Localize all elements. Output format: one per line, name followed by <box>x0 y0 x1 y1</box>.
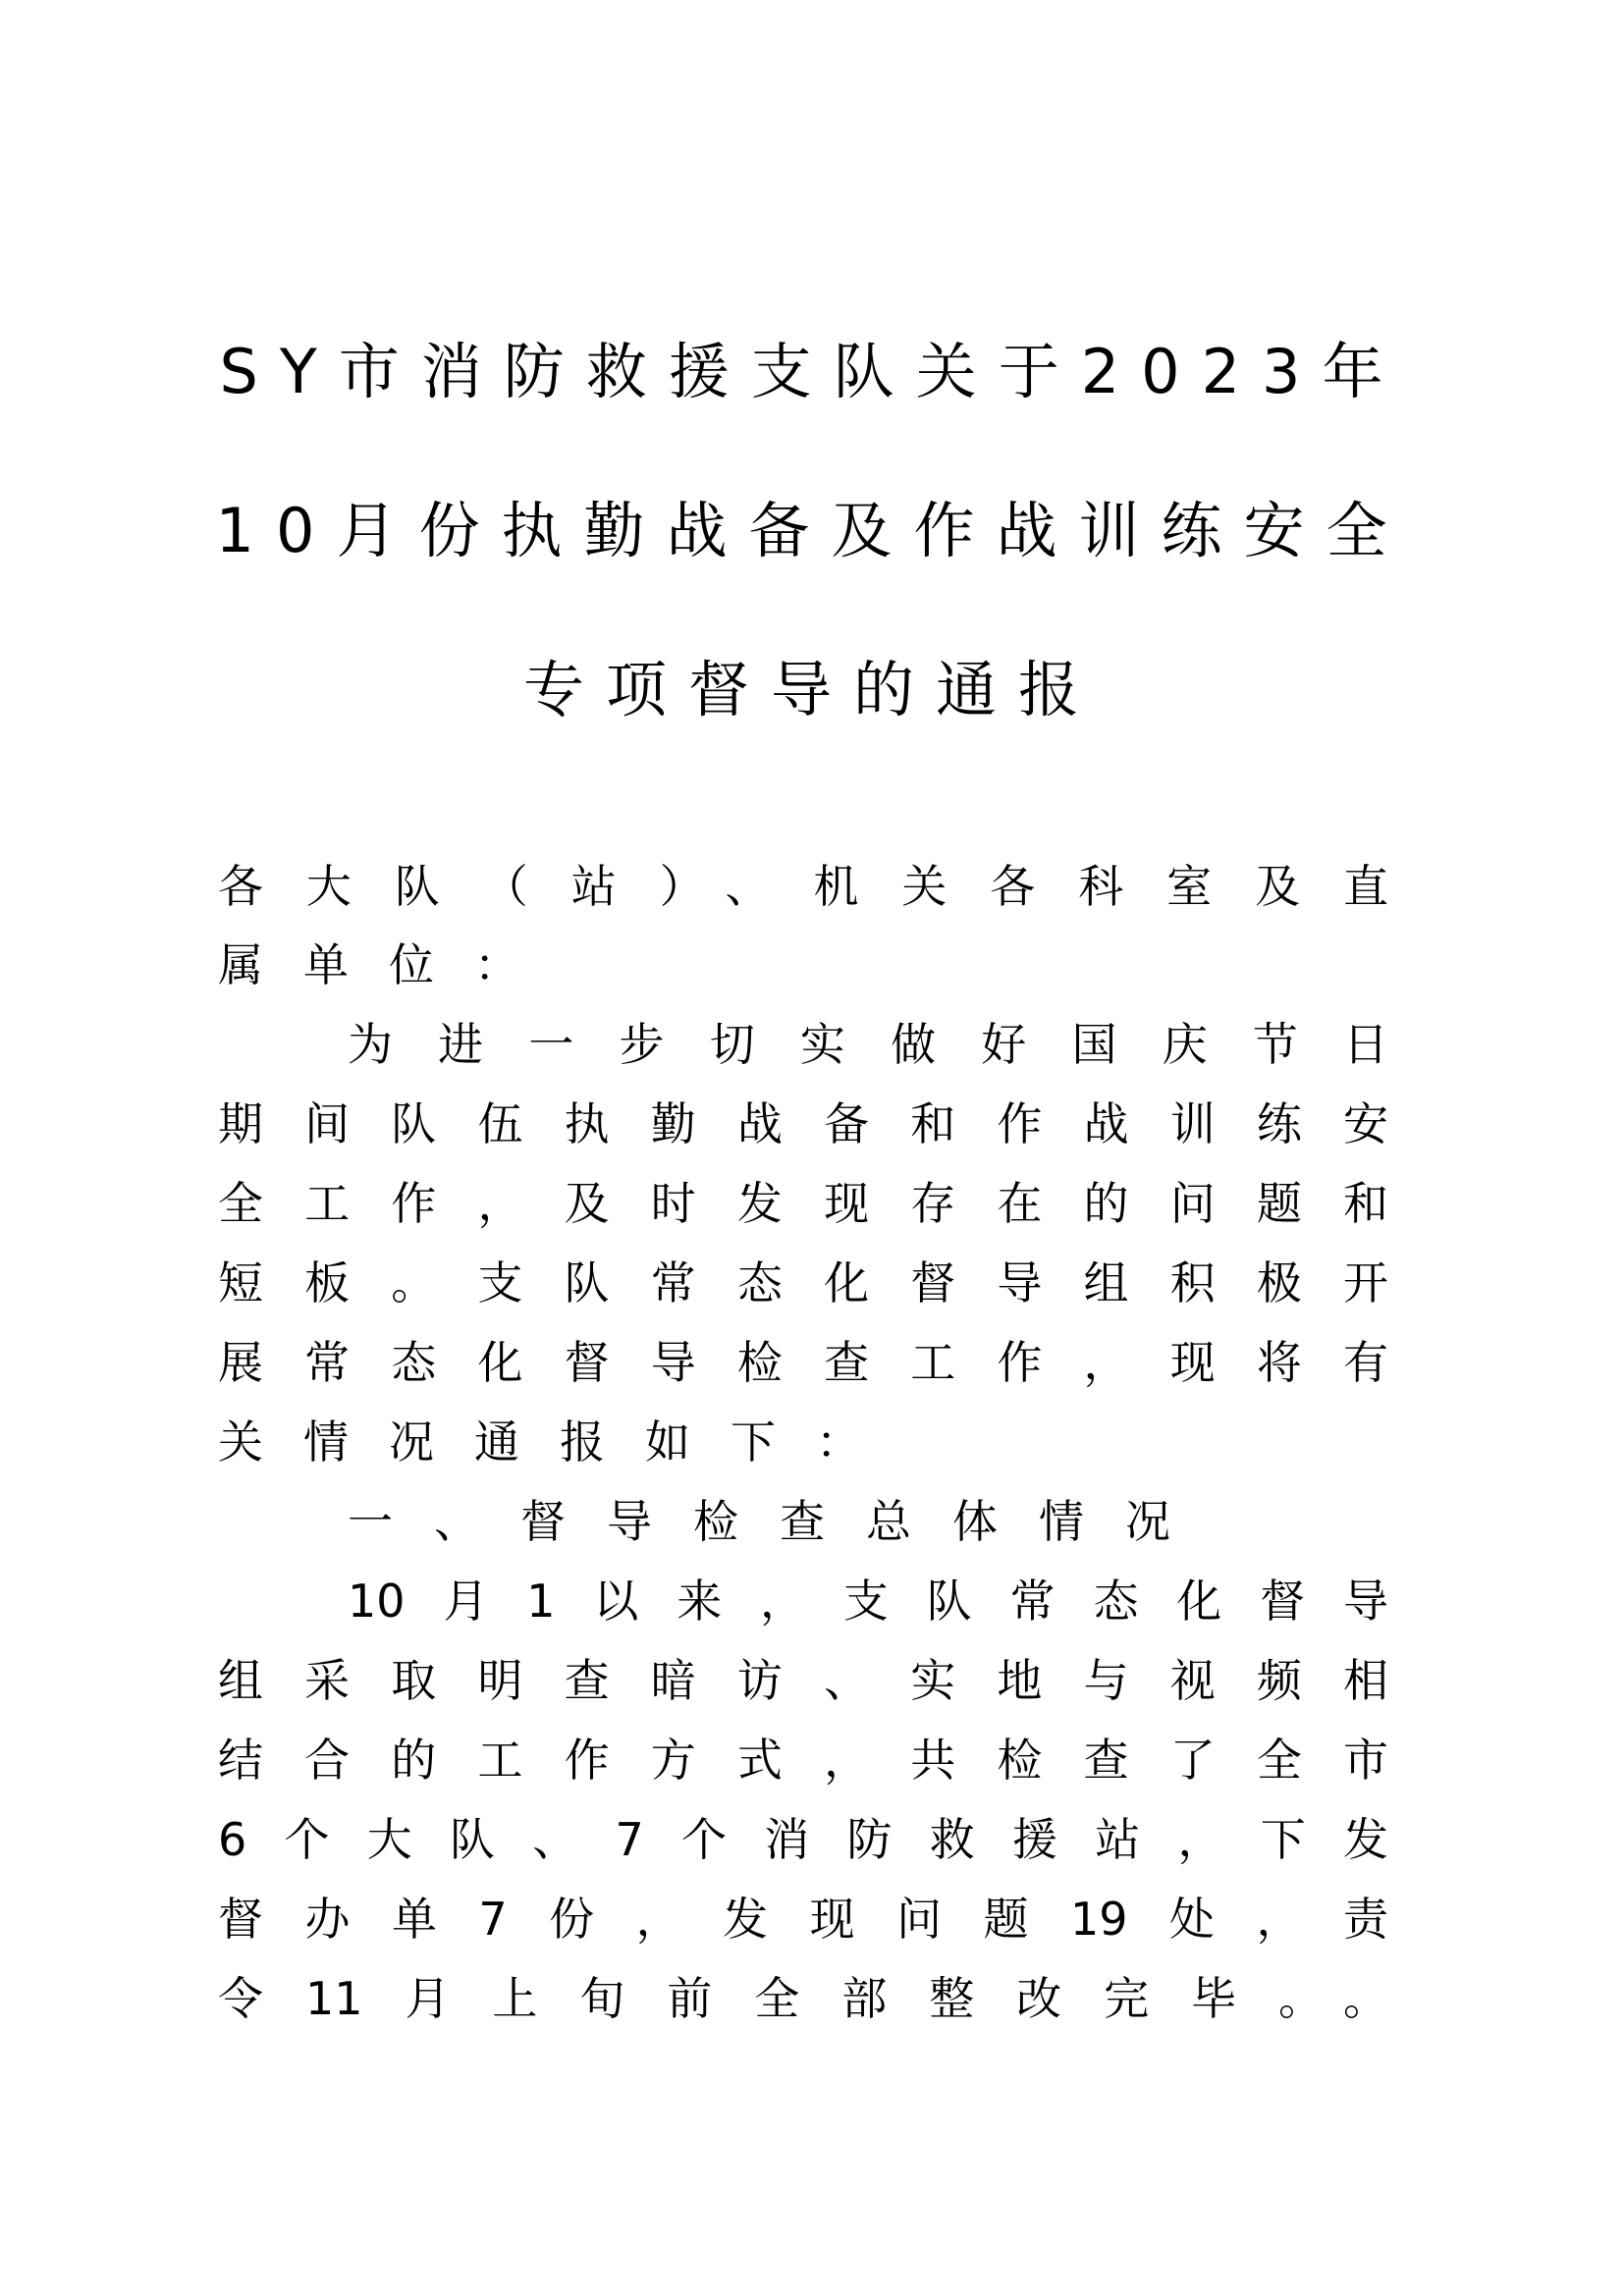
intro-line-5: 展常态化督导检查工作，现将有 <box>218 1336 1388 1389</box>
intro-line-4: 短板。支队常态化督导组积极开 <box>218 1256 1388 1309</box>
intro-line-1: 为进一步切实做好国庆节日 <box>348 1018 1388 1071</box>
intro-line-3: 全工作，及时发现存在的问题和 <box>218 1177 1388 1230</box>
section-1-heading: 一、督导检查总体情况 <box>348 1495 1212 1548</box>
salutation-line-2: 属单位： <box>218 938 560 991</box>
intro-line-6: 关情况通报如下： <box>218 1415 901 1468</box>
section-1-line-6: 令11月上旬前全部整改完毕。。 <box>218 1972 1388 2025</box>
title-line-3: 专项督导的通报 <box>522 654 1101 725</box>
title-line-2: 10月份执勤战备及作战训练安全 <box>215 495 1409 566</box>
title-line-1: SY市消防救援支队关于2023年 <box>219 336 1405 407</box>
section-1-line-3: 结合的工作方式，共检查了全市 <box>218 1734 1388 1787</box>
section-1-line-5: 督办单7份，发现问题19处，责 <box>218 1893 1388 1946</box>
section-1-line-1: 10月1以来，支队常态化督导 <box>348 1575 1388 1628</box>
section-1-line-2: 组采取明查暗访、实地与视频相 <box>218 1654 1388 1707</box>
section-1-line-4: 6个大队、7个消防救援站，下发 <box>218 1813 1388 1866</box>
intro-line-2: 期间队伍执勤战备和作战训练安 <box>218 1097 1388 1150</box>
salutation-line-1: 各大队（站）、机关各科室及直 <box>218 860 1388 913</box>
